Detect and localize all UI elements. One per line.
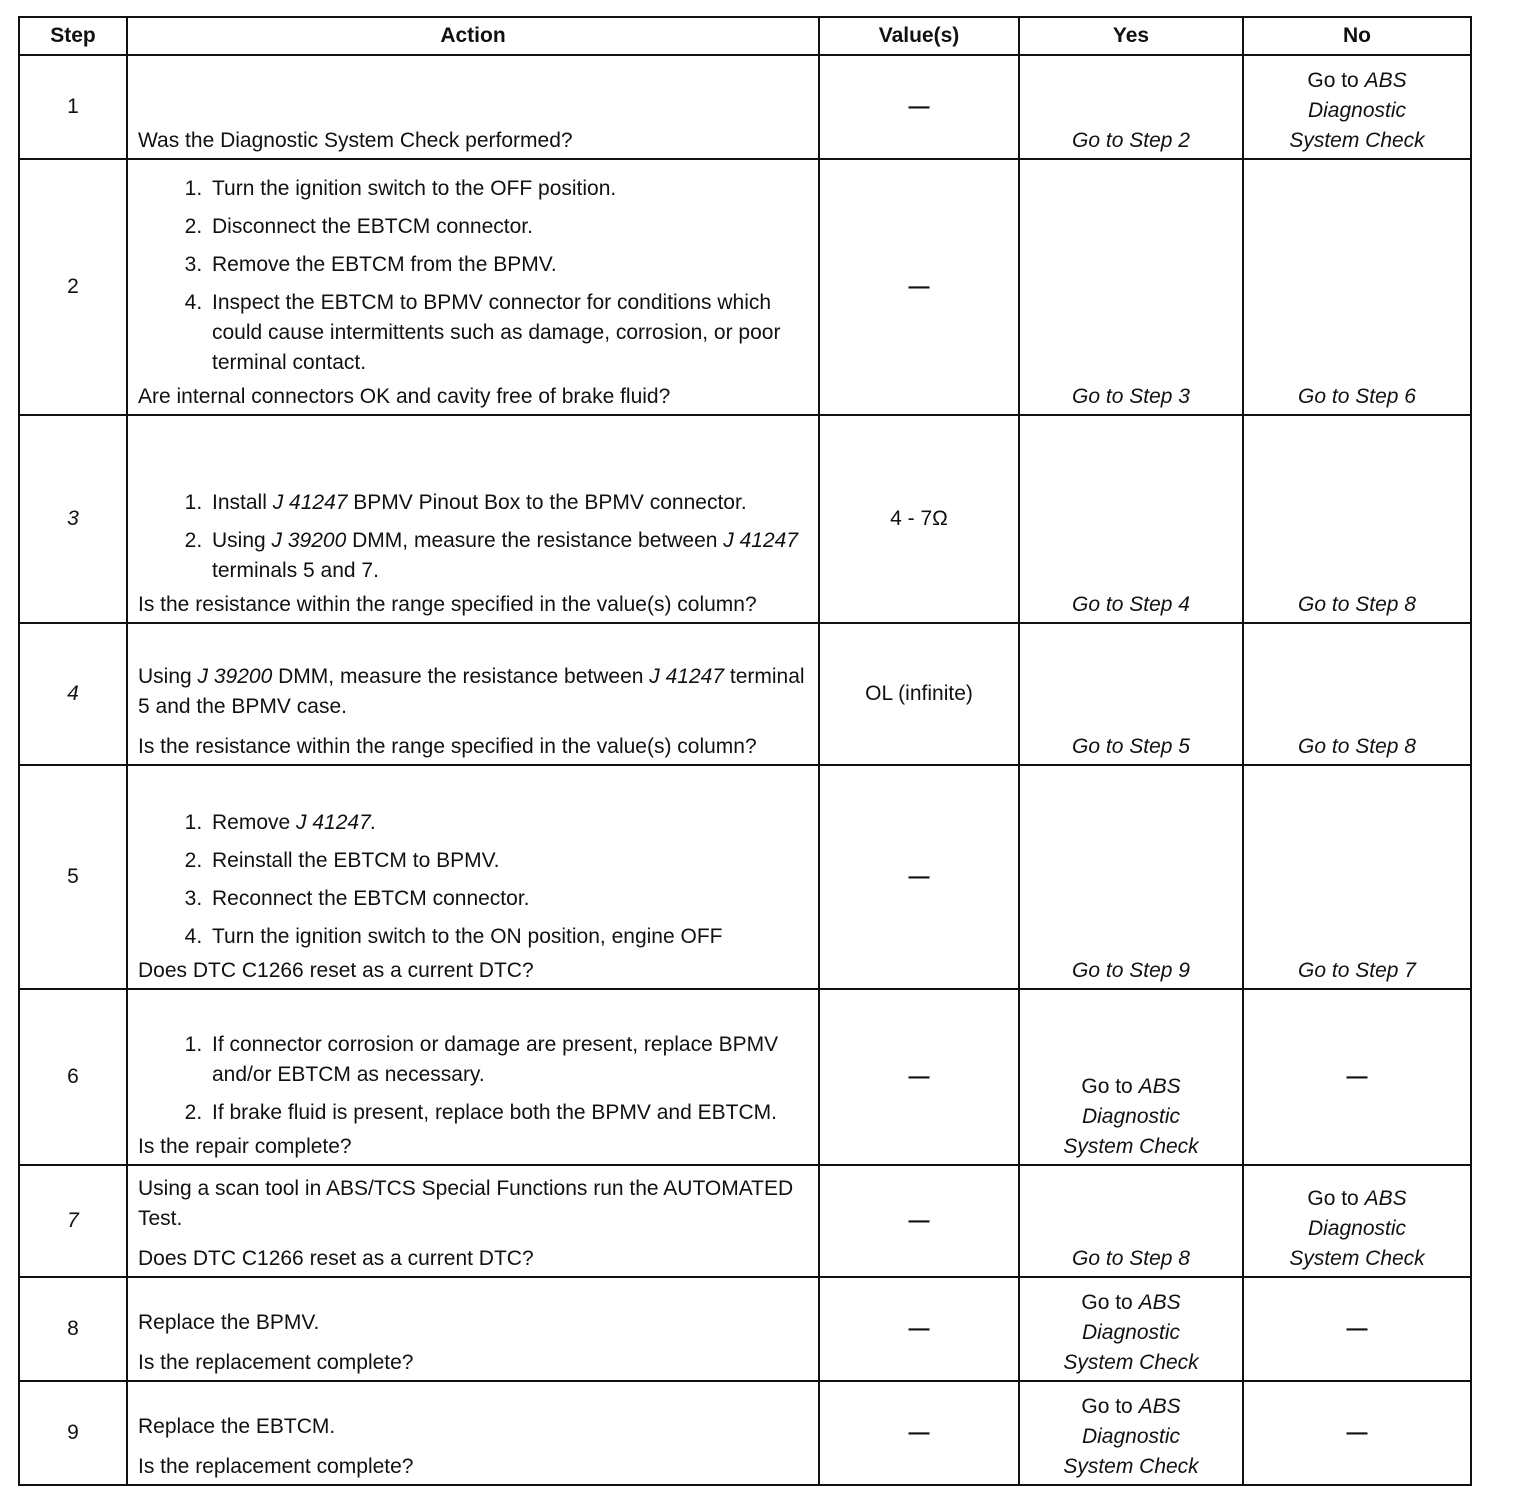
no-cell: — xyxy=(1243,1381,1471,1485)
value-cell: — xyxy=(819,1165,1019,1277)
action-step-item: 4. Inspect the EBTCM to BPMV connector for conditions which could cause intermittents such as damage, corrosion, or poor terminal contact. xyxy=(208,288,810,378)
goto-abs-check: Go to ABS xyxy=(1081,1395,1181,1418)
action-steps xyxy=(138,488,810,586)
action-cell xyxy=(127,159,819,415)
yes-cell xyxy=(1019,623,1243,765)
diagnostic-table xyxy=(18,16,1472,1486)
no-cell: Go to ABS Diagnostic System Check xyxy=(1243,55,1471,159)
question-text: Is the resistance within the range specified in the value(s) column? xyxy=(138,593,757,616)
question-text: Does DTC C1266 reset as a current DTC? xyxy=(138,959,534,982)
yes-cell: Go to ABS Diagnostic System Check xyxy=(1019,989,1243,1165)
step-number: 7 xyxy=(19,1165,127,1277)
table-row-step-8 xyxy=(19,1277,1471,1381)
no-cell xyxy=(1243,415,1471,623)
question-text: Does DTC C1266 reset as a current DTC? xyxy=(138,1247,534,1270)
action-step-item: 2. Reinstall the EBTCM to BPMV. xyxy=(208,846,810,876)
step-number: 8 xyxy=(19,1277,127,1381)
action-cell xyxy=(127,55,819,159)
action-step-item: 2. Using J 39200 DMM, measure the resistance between J 41247 terminals 5 and 7. xyxy=(208,526,810,586)
goto-step-link: Go to Step 7 xyxy=(1298,959,1416,982)
header-yes: Yes xyxy=(1019,17,1243,55)
action-text: Using J 39200 DMM, measure the resistance between J 41247 terminal 5 and the BPMV case. xyxy=(138,665,805,718)
action-step-item: 2. If brake fluid is present, replace both the BPMV and EBTCM. xyxy=(208,1098,810,1128)
step-number: 5 xyxy=(19,765,127,989)
action-cell xyxy=(127,1277,819,1381)
action-text: Using a scan tool in ABS/TCS Special Functions run the AUTOMATED Test. xyxy=(138,1177,794,1230)
goto-step-link: Go to Step 8 xyxy=(1298,735,1416,758)
goto-step-link: Go to Step 2 xyxy=(1072,129,1190,152)
question-text: Is the replacement complete? xyxy=(138,1455,414,1478)
header-step: Step xyxy=(19,17,127,55)
question-text: Are internal connectors OK and cavity free of brake fluid? xyxy=(138,385,671,408)
value-cell: 4 - 7Ω xyxy=(819,415,1019,623)
action-steps xyxy=(138,174,810,378)
no-cell: — xyxy=(1243,989,1471,1165)
goto-step-link: Go to Step 4 xyxy=(1072,593,1190,616)
value-cell: — xyxy=(819,1277,1019,1381)
action-step-item: 1. Remove J 41247. xyxy=(208,808,810,838)
table-row-step-4 xyxy=(19,623,1471,765)
table-row-step-6 xyxy=(19,989,1471,1165)
no-cell: Go to ABS Diagnostic System Check xyxy=(1243,1165,1471,1277)
goto-step-link: Go to Step 9 xyxy=(1072,959,1190,982)
no-cell xyxy=(1243,159,1471,415)
action-cell xyxy=(127,1165,819,1277)
action-cell xyxy=(127,623,819,765)
action-cell xyxy=(127,989,819,1165)
step-number: 1 xyxy=(19,55,127,159)
step-number: 3 xyxy=(19,415,127,623)
yes-cell xyxy=(1019,1165,1243,1277)
goto-step-link: Go to Step 3 xyxy=(1072,385,1190,408)
header-action: Action xyxy=(127,17,819,55)
yes-cell xyxy=(1019,159,1243,415)
action-text: Replace the BPMV. xyxy=(138,1311,320,1334)
action-step-item: 3. Remove the EBTCM from the BPMV. xyxy=(208,250,810,280)
value-cell: — xyxy=(819,765,1019,989)
question-text: Is the resistance within the range specified in the value(s) column? xyxy=(138,735,757,758)
no-cell xyxy=(1243,623,1471,765)
value-cell: OL (infinite) xyxy=(819,623,1019,765)
goto-abs-check: Go to ABS xyxy=(1307,69,1407,92)
action-text: Replace the EBTCM. xyxy=(138,1415,336,1438)
header-row xyxy=(19,17,1471,55)
question-text: Was the Diagnostic System Check performed? xyxy=(138,129,573,152)
step-number: 6 xyxy=(19,989,127,1165)
goto-abs-check: Go to ABS xyxy=(1081,1291,1181,1314)
yes-cell xyxy=(1019,415,1243,623)
question-text: Is the repair complete? xyxy=(138,1135,352,1158)
action-steps xyxy=(138,1030,810,1128)
yes-cell xyxy=(1019,55,1243,159)
yes-cell xyxy=(1019,765,1243,989)
no-cell: — xyxy=(1243,1277,1471,1381)
table-row-step-7 xyxy=(19,1165,1471,1277)
table-row-step-2 xyxy=(19,159,1471,415)
question-text: Is the replacement complete? xyxy=(138,1351,414,1374)
yes-cell: Go to ABS Diagnostic System Check xyxy=(1019,1381,1243,1485)
goto-abs-check: Go to ABS xyxy=(1307,1187,1407,1210)
step-number: 9 xyxy=(19,1381,127,1485)
action-steps xyxy=(138,808,810,952)
table-row-step-1 xyxy=(19,55,1471,159)
goto-step-link: Go to Step 5 xyxy=(1072,735,1190,758)
goto-step-link: Go to Step 8 xyxy=(1298,593,1416,616)
table-row-step-3 xyxy=(19,415,1471,623)
action-step-item: 2. Disconnect the EBTCM connector. xyxy=(208,212,810,242)
step-number: 4 xyxy=(19,623,127,765)
goto-step-link: Go to Step 8 xyxy=(1072,1247,1190,1270)
action-cell xyxy=(127,415,819,623)
goto-abs-check: Go to ABS xyxy=(1081,1075,1181,1098)
header-values: Value(s) xyxy=(819,17,1019,55)
table-row-step-5 xyxy=(19,765,1471,989)
yes-cell: Go to ABS Diagnostic System Check xyxy=(1019,1277,1243,1381)
value-cell: — xyxy=(819,989,1019,1165)
value-cell: — xyxy=(819,1381,1019,1485)
action-step-item: 1. Turn the ignition switch to the OFF position. xyxy=(208,174,810,204)
action-step-item: 3. Reconnect the EBTCM connector. xyxy=(208,884,810,914)
action-step-item: 1. Install J 41247 BPMV Pinout Box to the BPMV connector. xyxy=(208,488,810,518)
goto-step-link: Go to Step 6 xyxy=(1298,385,1416,408)
step-number: 2 xyxy=(19,159,127,415)
value-cell: — xyxy=(819,159,1019,415)
header-no: No xyxy=(1243,17,1471,55)
action-cell xyxy=(127,765,819,989)
table-row-step-9 xyxy=(19,1381,1471,1485)
action-cell xyxy=(127,1381,819,1485)
action-step-item: 1. If connector corrosion or damage are present, replace BPMV and/or EBTCM as necessary. xyxy=(208,1030,810,1090)
action-step-item: 4. Turn the ignition switch to the ON position, engine OFF xyxy=(208,922,810,952)
no-cell xyxy=(1243,765,1471,989)
value-cell: — xyxy=(819,55,1019,159)
